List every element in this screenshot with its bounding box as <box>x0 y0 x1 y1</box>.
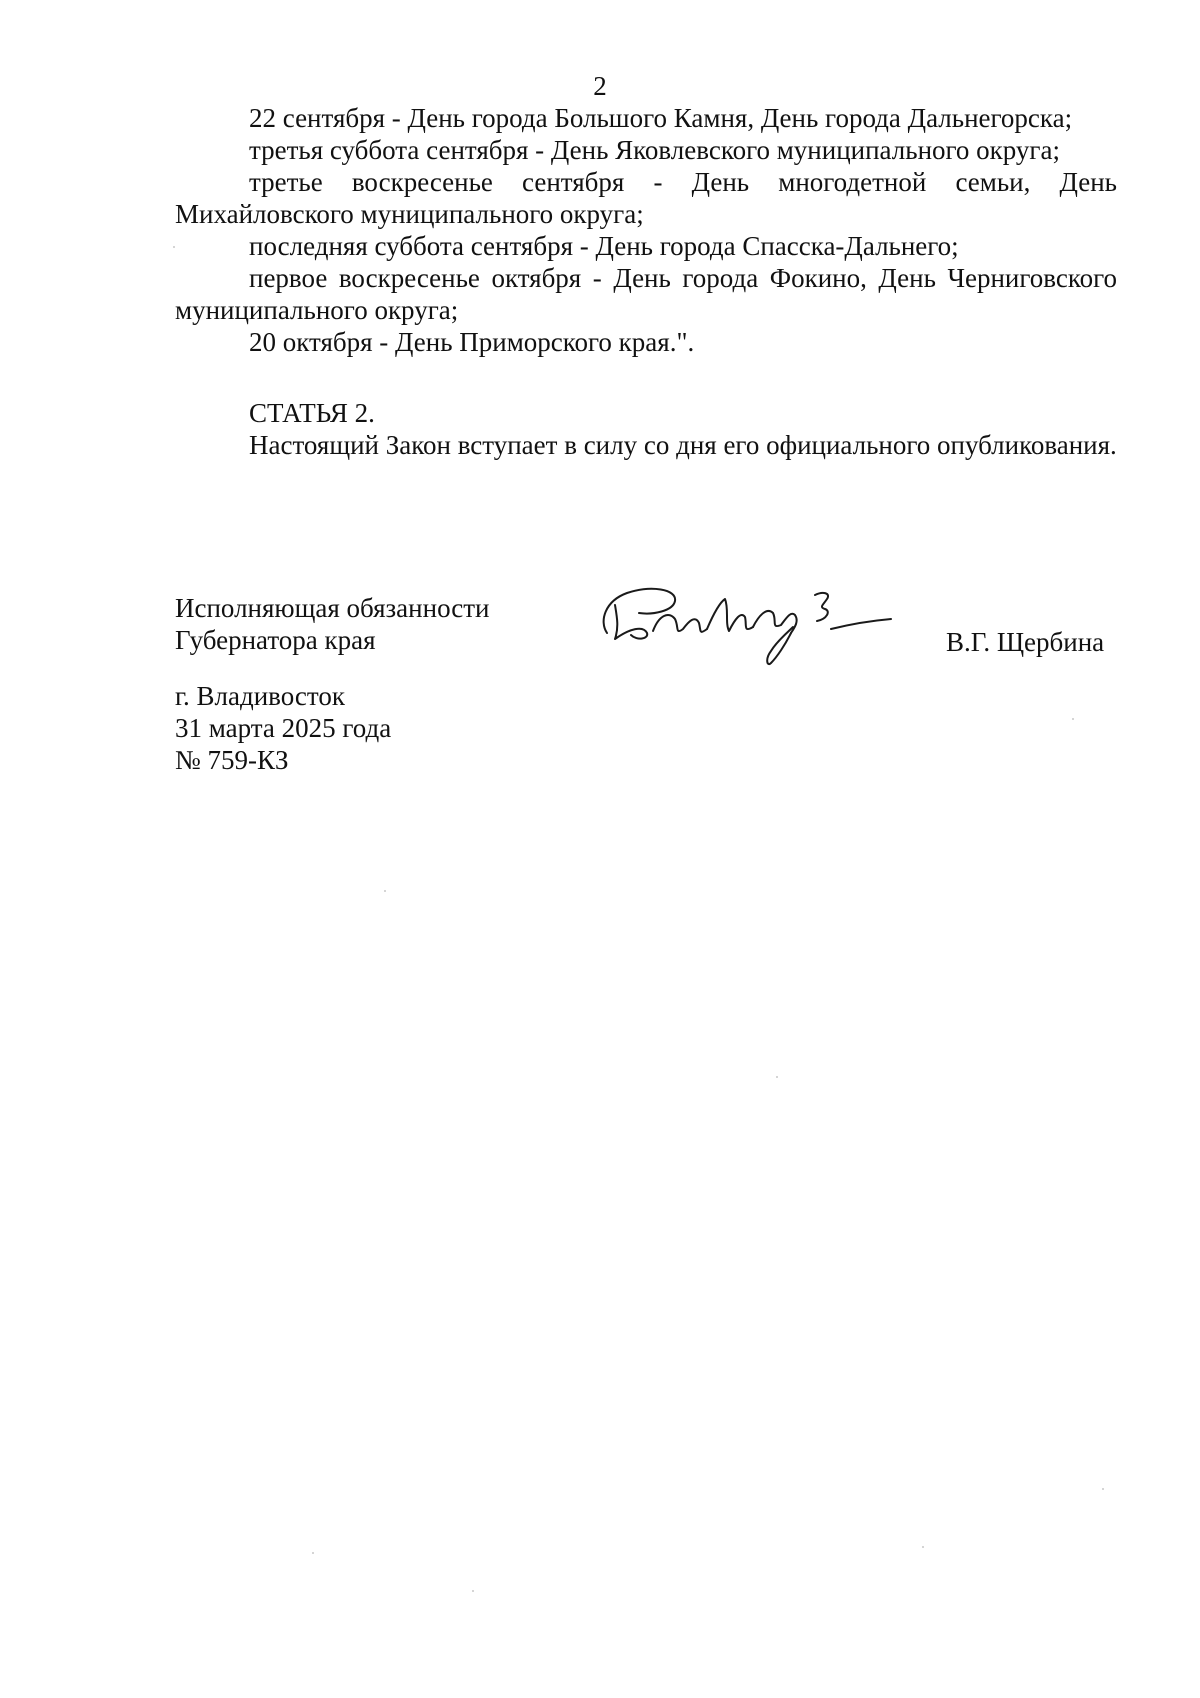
signatory-title <box>175 592 489 656</box>
scan-speck <box>776 1076 778 1078</box>
handwritten-signature <box>595 575 900 670</box>
signer-name: В.Г. Щербина <box>946 627 1105 657</box>
law-number: № 759-КЗ <box>175 745 289 775</box>
holiday-paragraph: третья суббота сентября - День Яковлевского муниципального округа; <box>249 135 1060 165</box>
holiday-paragraph: последняя суббота сентября - День города Спасска-Дальнего; <box>249 231 959 261</box>
scan-speck <box>384 890 386 892</box>
place-date-number <box>175 680 391 776</box>
scan-speck <box>173 246 175 248</box>
page-number: 2 <box>593 71 607 101</box>
holiday-paragraph: 20 октября - День Приморского края.". <box>249 327 695 357</box>
date: 31 марта 2025 года <box>175 713 392 743</box>
holiday-paragraph: третье воскресенье сентября - День многодетной семьи, День Михайловского муниципального округа; <box>175 167 1117 229</box>
signatory-title-line: Губернатора края <box>175 625 376 655</box>
article-2 <box>175 397 1117 461</box>
scan-speck <box>312 1552 314 1554</box>
place: г. Владивосток <box>175 681 345 711</box>
scan-speck <box>922 1546 924 1548</box>
article-text: Настоящий Закон вступает в силу со дня его официального опубликования. <box>249 430 1117 460</box>
holiday-paragraph: первое воскресенье октября - День города Фокино, День Черниговского муниципального округа; <box>175 263 1117 325</box>
holiday-paragraph: 22 сентября - День города Большого Камня, День города Дальнегорска; <box>249 103 1073 133</box>
scan-speck <box>472 1590 474 1592</box>
holiday-list <box>175 102 1117 358</box>
scan-speck <box>1102 1488 1104 1490</box>
scan-speck <box>1072 718 1074 720</box>
signatory-title-line: Исполняющая обязанности <box>175 593 490 623</box>
article-heading: СТАТЬЯ 2. <box>249 398 375 428</box>
